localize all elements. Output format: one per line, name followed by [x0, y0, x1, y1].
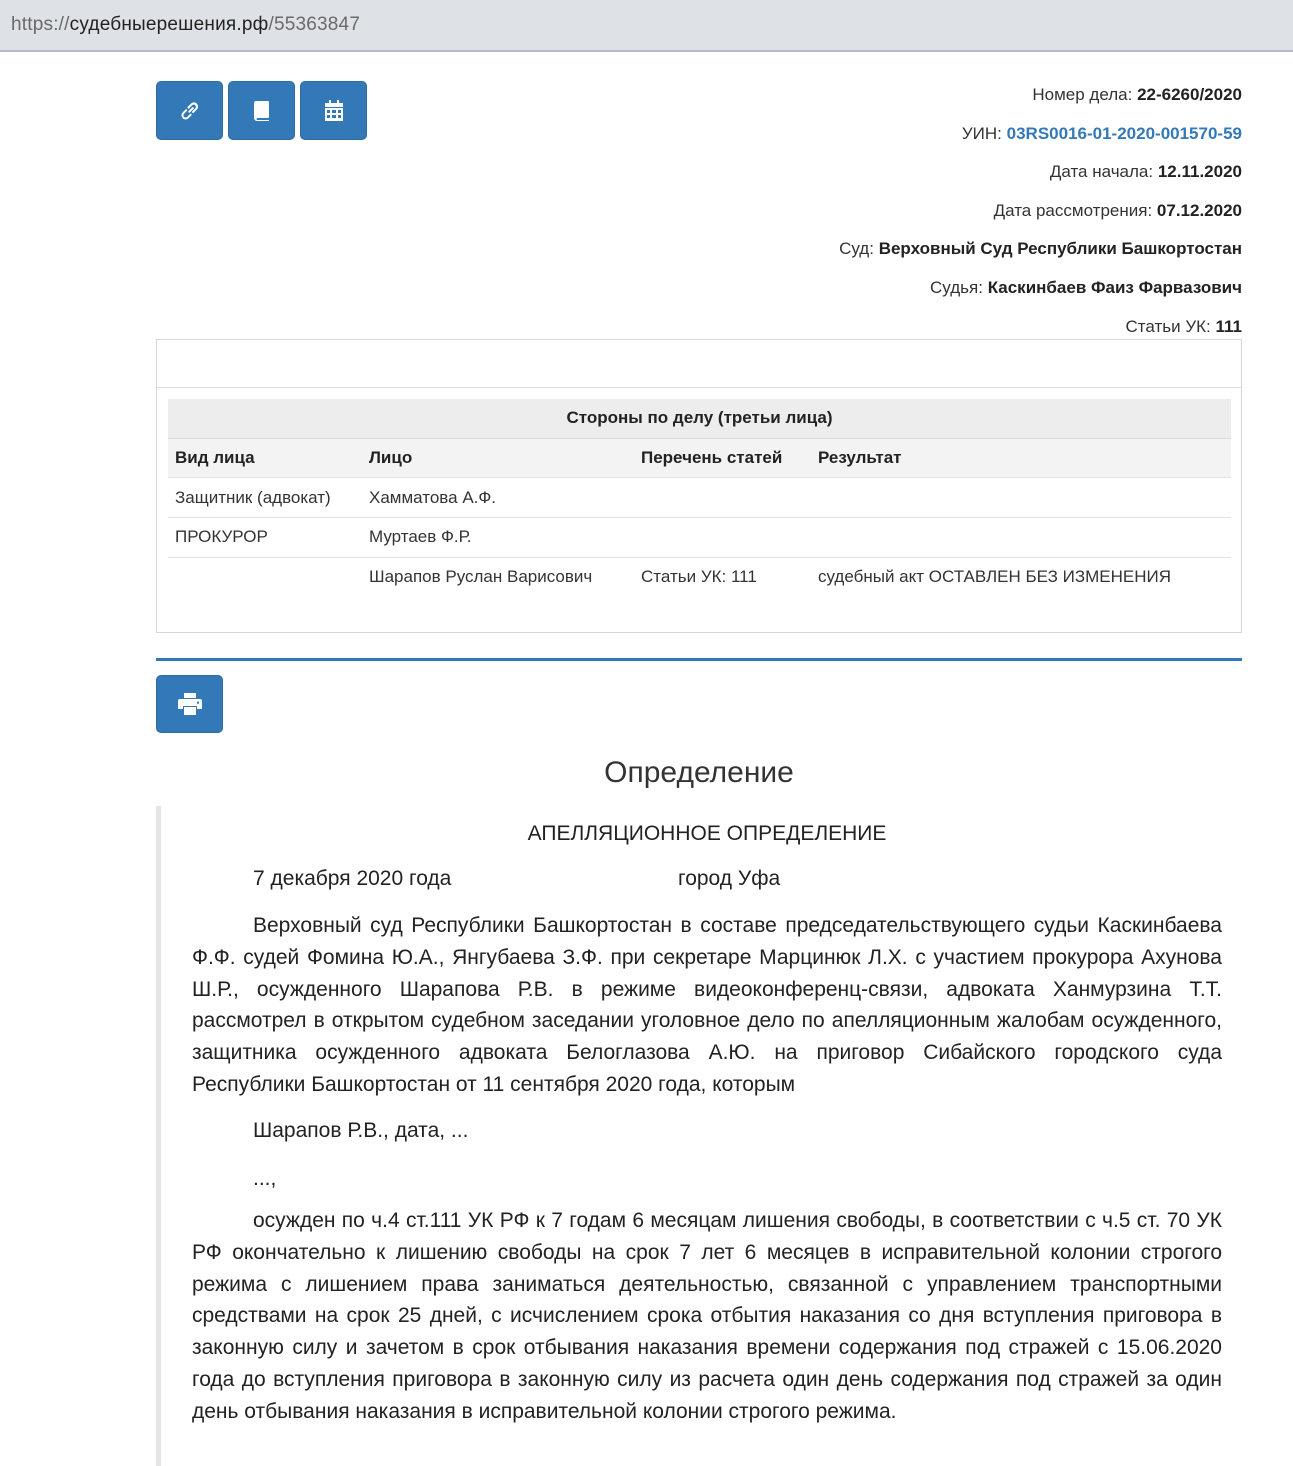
decision-city: город Уфа [678, 867, 781, 890]
panel-header [157, 340, 1241, 388]
judge-row [839, 275, 1242, 314]
paragraph: осужден по ч.4 ст.111 УК РФ к 7 годам 6 месяцам лишения свободы, в соответствии с ч.5 ст. 70 УК РФ окончательно к лишению свободы на срок 7 лет 6 месяцев в исправительной колонии строгого режима с лишением права заниматься деятельностью, связанной с управлением транспортными средствами на срок 25 дней, с исчислением срока отбытия наказания со дня вступления приговора в законную силу и зачетом в срок отбывания наказания времени содержания под стражей с 15.06.2020 года до вступления приговора в законную силу из расчета один день содержания под стражей за один день отбывания наказания в исправительной колонии строгого режима. [192, 1209, 1222, 1423]
uin-link[interactable]: 03RS0016-01-2020-001570-59 [1006, 123, 1242, 143]
address-bar[interactable] [0, 0, 1293, 52]
articles-value: 111 [1215, 316, 1242, 336]
case-number-row [839, 82, 1242, 121]
document-heading: АПЕЛЛЯЦИОННОЕ ОПРЕДЕЛЕНИЕ [527, 822, 887, 845]
link-button[interactable] [156, 81, 223, 140]
column-header: Вид лица [168, 438, 362, 478]
table-cell: судебный акт ОСТАВЛЕН БЕЗ ИЗМЕНЕНИЯ [811, 557, 1231, 597]
table-row [168, 478, 1231, 518]
convict-line: Шарапов Р.В., дата, ... [253, 1119, 469, 1142]
print-icon [177, 692, 203, 716]
url-host: судебныерешения.рф [69, 14, 269, 35]
column-header: Результат [811, 438, 1231, 478]
case-toolbar [156, 81, 372, 140]
court-label: Суд: [839, 239, 874, 259]
review-date-row [839, 198, 1242, 237]
table-cell: Хамматова А.Ф. [362, 478, 634, 518]
column-header: Перечень статей [634, 438, 811, 478]
book-icon [250, 99, 274, 123]
section-divider [156, 658, 1242, 661]
document-body [156, 806, 1242, 1466]
url-protocol: https:// [11, 14, 70, 35]
case-info [839, 82, 1242, 352]
start-date-row [839, 159, 1242, 198]
court-value: Верховный Суд Республики Башкортостан [878, 239, 1242, 259]
paragraph: Верховный суд Республики Башкортостан в составе председательствующего судьи Каскинбаева Ф.Ф. судей Фомина Ю.А., Янгубаева З.Ф. при секретаре Марцинюк Л.Х. с участием прокурора Ахунова Ш.Р., осужденного Шарапова Р.В. в режиме видеоконференц-связи, адвоката Ханмурзина Т.Т. рассмотрел в открытом судебном заседании уголовное дело по апелляционным жалобам осужденного, защитника осужденного адвоката Белоглазова А.Ю. на приговор Сибайского городского суда Республики Башкортостан от 11 сентября 2020 года, которым [192, 914, 1222, 1096]
start-date-value: 12.11.2020 [1157, 162, 1242, 182]
judge-value: Каскинбаев Фаиз Фарвазович [987, 277, 1242, 297]
table-caption-row [168, 399, 1231, 438]
table-header-row [168, 438, 1231, 478]
table-row [168, 557, 1231, 597]
url-text[interactable] [11, 14, 360, 36]
table-cell: Статьи УК: 111 [634, 557, 811, 597]
document-title: Определение [604, 756, 794, 789]
table-caption: Стороны по делу (третьи лица) [168, 399, 1231, 438]
url-path: /55363847 [268, 14, 361, 35]
table-cell: ПРОКУРОР [168, 517, 362, 557]
table-cell: Защитник (адвокат) [168, 478, 362, 518]
table-cell: Муртаев Ф.Р. [362, 517, 634, 557]
parties-panel [156, 339, 1242, 633]
review-date-value: 07.12.2020 [1156, 200, 1242, 220]
table-row [168, 517, 1231, 557]
table-cell: Шарапов Руслан Варисович [362, 557, 634, 597]
ellipsis-line: ..., [253, 1167, 277, 1190]
table-cell [634, 517, 811, 557]
link-icon [178, 99, 202, 123]
date-city-line [192, 863, 1222, 895]
case-number-label: Номер дела: [1032, 85, 1133, 104]
table-cell [634, 478, 811, 518]
judge-label: Судья: [930, 277, 983, 297]
table-cell [811, 478, 1231, 518]
review-date-label: Дата рассмотрения: [993, 200, 1153, 220]
articles-label: Статьи УК: [1125, 316, 1211, 336]
calendar-icon [322, 99, 346, 123]
book-button[interactable] [228, 81, 295, 140]
decision-date: 7 декабря 2020 года [253, 867, 452, 890]
calendar-button[interactable] [300, 81, 367, 140]
print-button[interactable] [156, 675, 223, 733]
table-cell [811, 517, 1231, 557]
case-number-value: 22-6260/2020 [1137, 85, 1242, 104]
column-header: Лицо [362, 438, 634, 478]
parties-table [168, 399, 1231, 597]
table-cell [168, 557, 362, 597]
uin-row [839, 121, 1242, 160]
start-date-label: Дата начала: [1049, 162, 1154, 182]
uin-label: УИН: [961, 123, 1002, 143]
court-row [839, 236, 1242, 275]
